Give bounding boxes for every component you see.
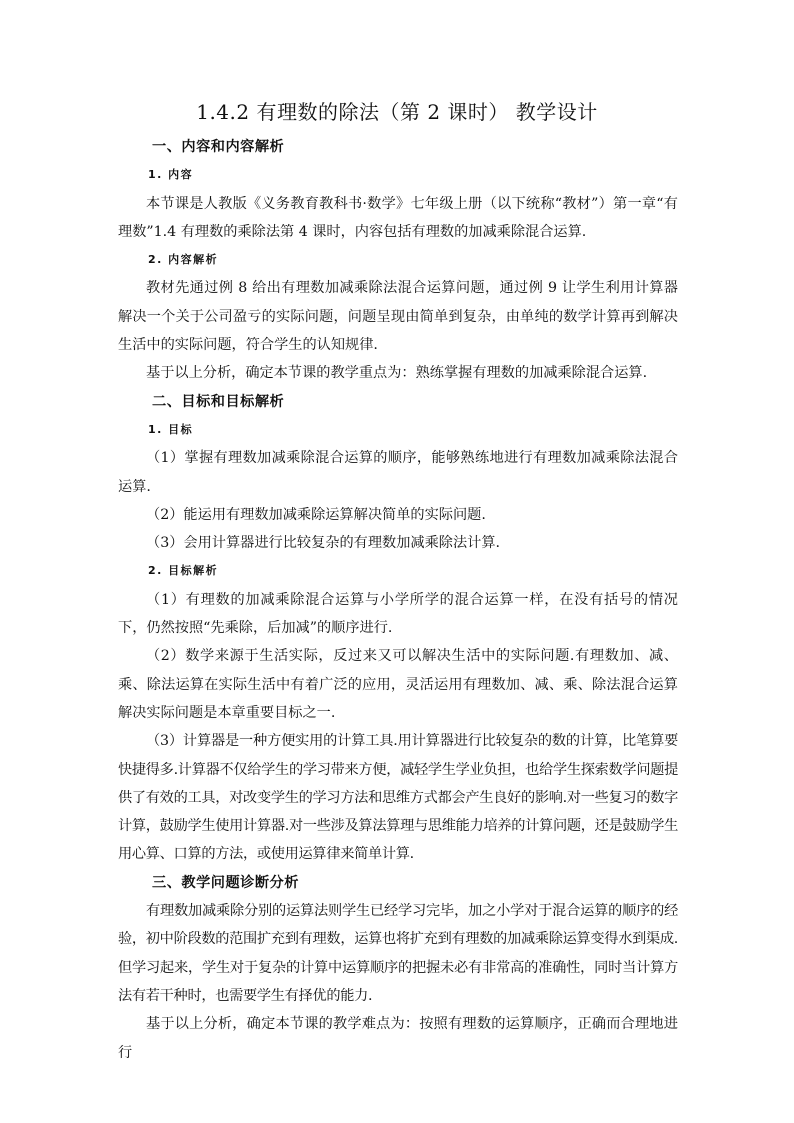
section-heading-objectives: 二、目标和目标解析 [152,393,285,410]
paragraph: 本节课是人教版《义务教育教科书·数学》七年级上册（以下统称“教材”）第一章“有理数”1.4 有理数的乘除法第 4 课时，内容包括有理数的加减乘除混合运算. [118,195,678,240]
subsection-heading-objectives-analysis: 2. 目标解析 [148,564,219,578]
paragraph: （3）计算器是一种方便实用的计算工具.用计算器进行比较复杂的数的计算，比笔算要快捷得多.计算器不仅给学生的学习带来方便，减轻学生学业负担，也给学生探索数学问题提供了有效的工具，对改变学生的学习方法和思维方式都会产生良好的影响.对一些复习的数字计算，鼓励学生使用计算器.对一些涉及算法算理与思维能力培养的计算问题，还是鼓励学生用心算、口算的方法，或使用运算律来简单计算. [118,733,678,863]
paragraph: （2）数学来源于生活实际，反过来又可以解决生活中的实际问题.有理数加、减、乘、除法运算在实际生活中有着广泛的应用，灵活运用有理数加、减、乘、除法混合运算解决实际问题是本章重要目标之一. [118,648,678,721]
document-title: 1.4.2 有理数的除法（第 2 课时） 教学设计 [196,100,598,124]
paragraph: （2）能运用有理数加减乘除运算解决简单的实际问题. [146,506,486,523]
paragraph: 有理数加减乘除分别的运算法则学生已经学习完毕，加之小学对于混合运算的顺序的经验，初中阶段数的范围扩充到有理数，运算也将扩充到有理数的加减乘除运算变得水到渠成.但学习起来，学生对于复杂的计算中运算顺序的把握未必有非常高的准确性，同时当计算方法有若干种时，也需要学生有择优的能力. [118,903,678,1004]
subsection-heading-content: 1. 内容 [148,168,194,182]
section-heading-content-analysis: 一、内容和内容解析 [152,139,285,155]
document-body [118,133,678,1067]
paragraph: （3）会用计算器进行比较复杂的有理数加减乘除法计算. [146,535,501,552]
paragraph: （1）有理数的加减乘除混合运算与小学所学的混合运算一样，在没有括号的情况下，仍然按照“先乘除，后加减”的顺序进行. [118,591,678,637]
paragraph: （1）掌握有理数加减乘除混合运算的顺序，能够熟练地进行有理数加减乘除法混合运算. [118,450,678,495]
subsection-heading-objectives: 1. 目标 [148,422,194,436]
paragraph: 教材先通过例 8 给出有理数加减乘除法混合运算问题，通过例 9 让学生利用计算器解决一个关于公司盈亏的实际问题，问题呈现由简单到复杂，由单纯的数学计算再到解决生活中的实际问题，符合学生的认知规律. [118,280,678,354]
subsection-heading-content-analysis: 2. 内容解析 [148,253,219,267]
paragraph: 基于以上分析，确定本节课的教学难点为：按照有理数的运算顺序，正确而合理地进行 [118,1016,678,1061]
section-heading-problem-diagnosis: 三、教学问题诊断分析 [152,874,299,891]
paragraph: 基于以上分析，确定本节课的教学重点为：熟练掌握有理数的加减乘除混合运算. [146,365,648,382]
